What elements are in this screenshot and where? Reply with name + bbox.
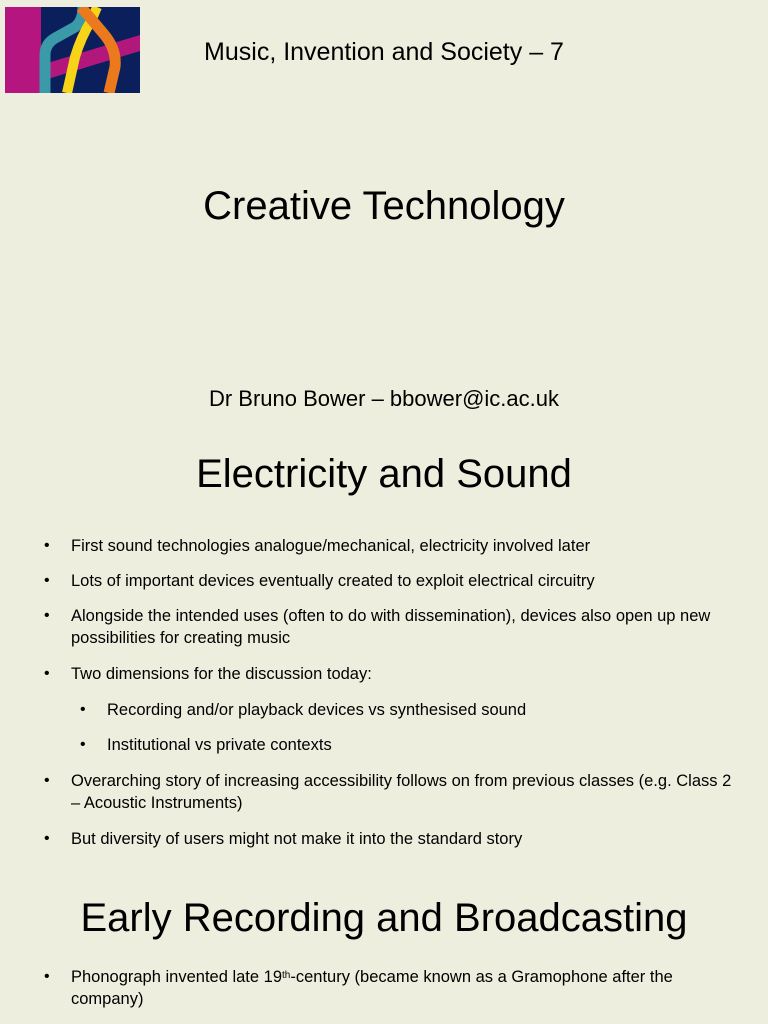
list-item: • But diversity of users might not make it into the standard story bbox=[44, 830, 523, 848]
list-item: • Alongside the intended uses (often to do with dissemination), devices also open up new possibilities for creating music bbox=[44, 607, 711, 647]
list-item: • Phonograph invented late 19th-century (became known as a Gramophone after the company) bbox=[44, 968, 673, 1008]
list-item: • Institutional vs private contexts bbox=[80, 736, 332, 754]
section-title-early-recording: Early Recording and Broadcasting bbox=[80, 896, 688, 940]
bullet-icon: • bbox=[44, 665, 50, 682]
course-title: Music, Invention and Society – 7 bbox=[204, 38, 564, 66]
bullet-icon: • bbox=[44, 572, 50, 589]
list-item: • Recording and/or playback devices vs synthesised sound bbox=[80, 701, 527, 719]
section-title-electricity: Electricity and Sound bbox=[196, 452, 572, 496]
slide-title: Creative Technology bbox=[203, 184, 565, 228]
bullet-icon: • bbox=[80, 736, 86, 753]
list-item: • Two dimensions for the discussion today: bbox=[44, 665, 372, 683]
bullet-icon: • bbox=[44, 968, 50, 985]
author-contact: Dr Bruno Bower – bbower@ic.ac.uk bbox=[208, 386, 560, 411]
bullet-icon: • bbox=[44, 830, 50, 847]
list-item: • Lots of important devices eventually created to exploit electrical circuitry bbox=[44, 572, 595, 590]
bullet-icon: • bbox=[44, 772, 50, 789]
bullet-icon: • bbox=[80, 701, 86, 718]
list-item: • First sound technologies analogue/mechanical, electricity involved later bbox=[44, 537, 591, 555]
list-item: • Overarching story of increasing accessibility follows on from previous classes (e.g. Class 2 – Acoustic Instruments) bbox=[44, 772, 732, 812]
bullet-icon: • bbox=[44, 537, 50, 554]
bullet-icon: • bbox=[44, 607, 50, 624]
